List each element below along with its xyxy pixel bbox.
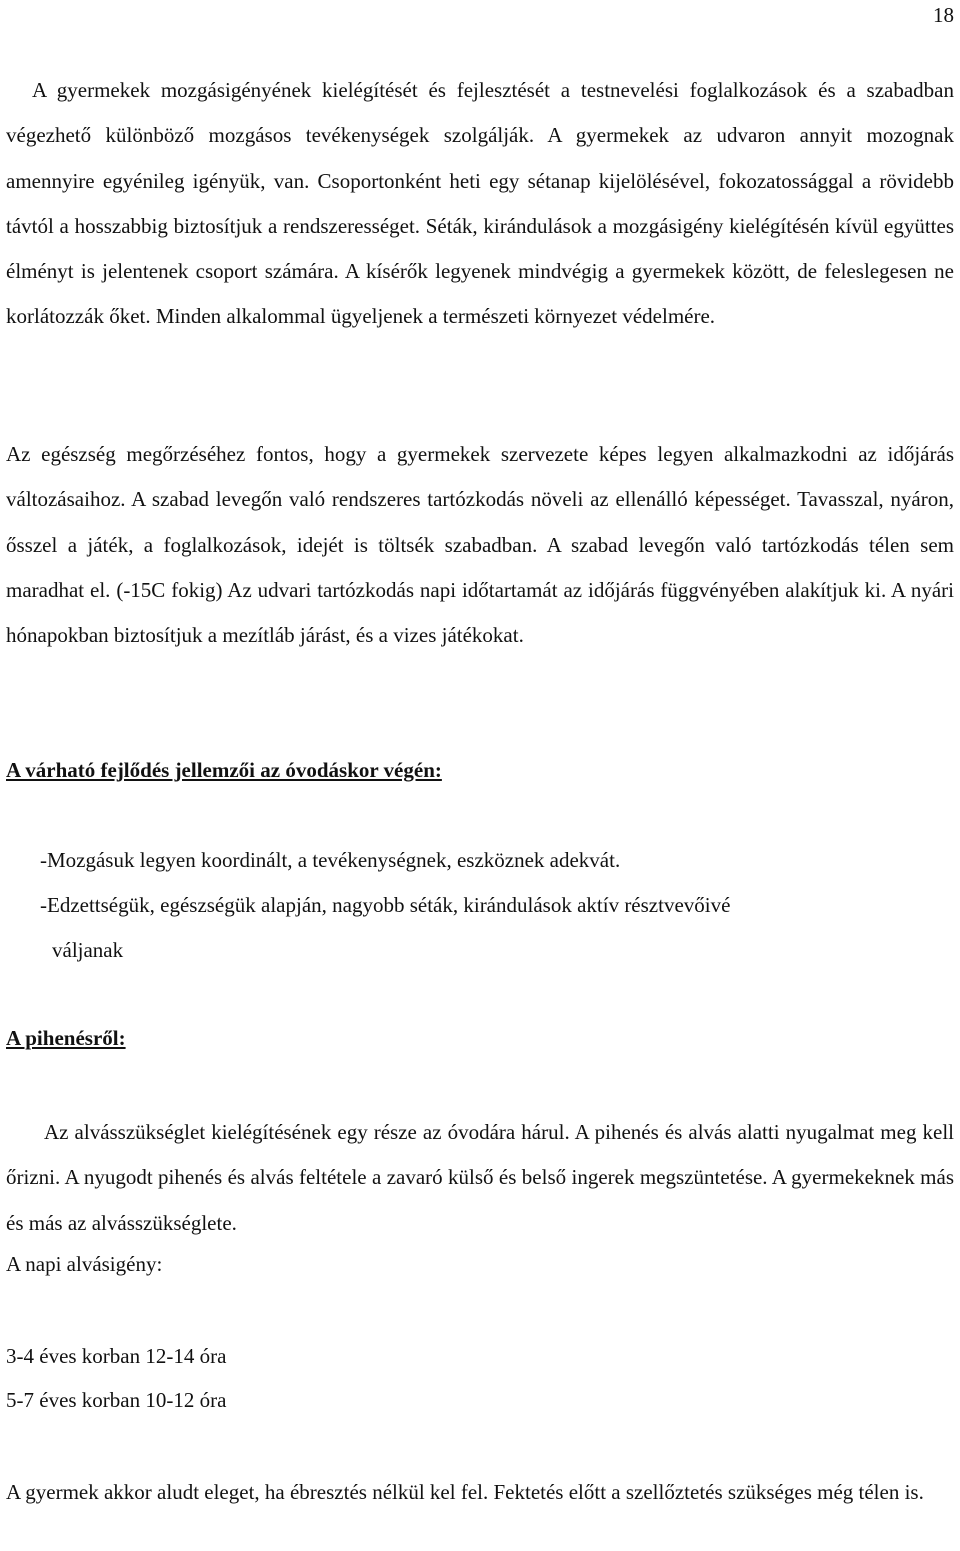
list-item: -Mozgásuk legyen koordinált, a tevékenységnek, eszköznek adekvát. [40, 848, 621, 872]
sleep-need-age-3-4: 3-4 éves korban 12-14 óra [6, 1344, 227, 1368]
paragraph-health-outdoors: Az egészség megőrzéséhez fontos, hogy a gyermekek szervezete képes legyen alkalmazkodni az időjárás változásaihoz. A szabad levegőn való rendszeres tartózkodás növeli az ellenálló képességet. Tavasszal, nyáron, ősszel a játék, a foglalkozások, idejét is töltsék szabadban. A szabad levegőn való tartózkodás télen sem maradhat el. (-15C fokig) Az udvari tartózkodás napi időtartamát az időjárás függvényében alakítjuk ki. A nyári hónapokban biztosítjuk a mezítláb járást, és a vizes játékokat. [6, 442, 954, 648]
paragraph-movement-needs: A gyermekek mozgásigényének kielégítését és fejlesztését a testnevelési foglalkozások és a szabadban végezhető különböző mozgásos tevékenységek szolgálják. A gyermekek az udvaron annyit mozognak amennyire egyénileg igényük, van. Csoportonként heti egy sétanap kijelölésével, fokozatossággal a rövidebb távtól a hosszabbig biztosítjuk a rendszerességet. Séták, kirándulások a mozgásigény kielégítésén kívül együttes élményt is jelentenek csoport számára. A kísérők legyenek mindvégig a gyermekek között, de feleslegesen ne korlátozzák őket. Minden alkalommal ügyeljenek a természeti környezet védelmére. [6, 78, 954, 329]
page-number: 18 [933, 3, 954, 27]
paragraph-wakeup: A gyermek akkor aludt eleget, ha ébresztés nélkül kel fel. Fektetés előtt a szellőztetés szükséges még télen is. [6, 1480, 924, 1504]
list-item: -Edzettségük, egészségük alapján, nagyobb séták, kirándulások aktív résztvevőivé [40, 893, 731, 917]
list-item-continuation: váljanak [52, 938, 124, 962]
sleep-need-age-5-7: 5-7 éves korban 10-12 óra [6, 1388, 227, 1412]
sleep-need-label: A napi alvásigény: [6, 1252, 163, 1276]
expected-development-list [40, 838, 940, 973]
heading-rest: A pihenésről: [6, 1026, 126, 1050]
paragraph-sleep: Az alvásszükséglet kielégítésének egy része az óvodára hárul. A pihenés és alvás alatti nyugalmat meg kell őrizni. A nyugodt pihenés és alvás feltétele a zavaró külső és belső ingerek megszüntetése. A gyermekeknek más és más az alvásszükséglete. [6, 1120, 954, 1235]
heading-expected-development: A várható fejlődés jellemzői az óvodáskor végén: [6, 758, 442, 782]
